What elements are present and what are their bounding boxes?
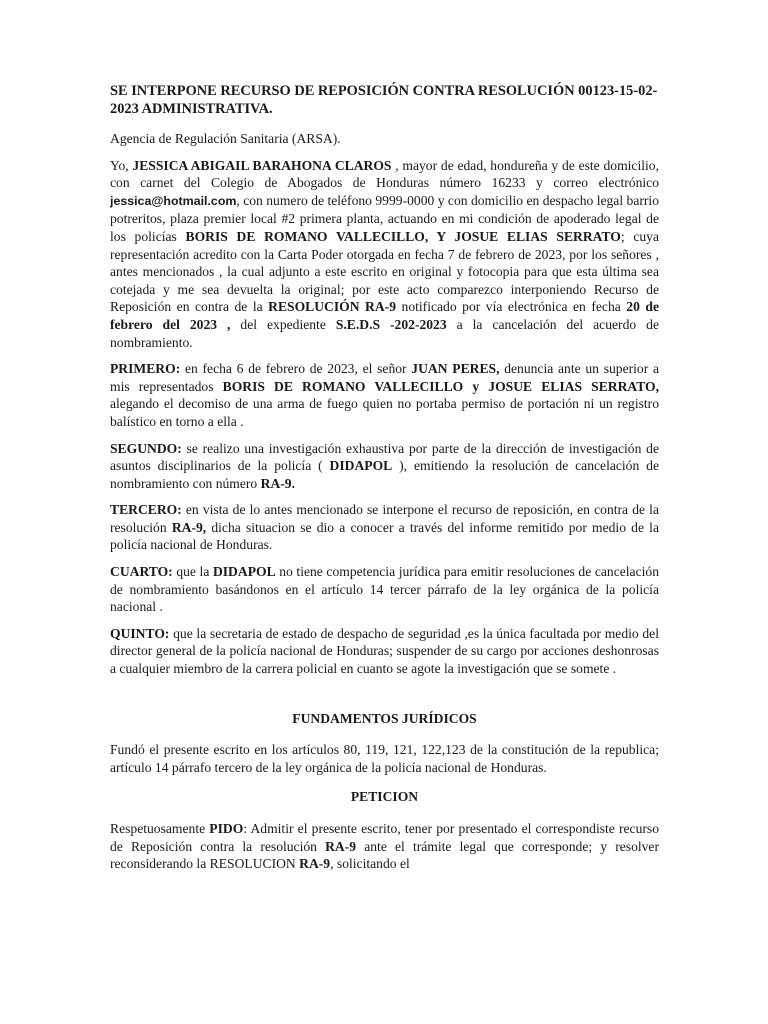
primero-paragraph: PRIMERO: en fecha 6 de febrero de 2023, el señor JUAN PERES, denuncia ante un superior a mis representados BORIS DE ROMANO VALLECILLO y JOSUE ELIAS SERRATO, alegando el decomiso de una arma de fuego quien no portaba permiso de portación ni un registro balístico en torno a ella .: [110, 361, 660, 429]
officers-names: BORIS DE ROMANO VALLECILLO, Y JOSUE ELIAS SERRATO: [185, 228, 621, 244]
document-title: SE INTERPONE RECURSO DE REPOSICIÓN CONTRA RESOLUCIÓN 00123-15-02-2023 ADMINISTRATIVA.: [110, 83, 658, 117]
peticion-paragraph: Respetuosamente PIDO: Admitir el presente escrito, tener por presentado el correspondiste recurso de Reposición contra la resolución RA-9 ante el trámite legal que corresponde; y resolver reconsiderando la RESOLUCION RA-9, solicitando el: [110, 821, 659, 872]
tercero-paragraph: TERCERO: en vista de lo antes mencionado se interpone el recurso de reposición, en contra de la resolución RA-9, dicha situacion se dio a conocer a través del informe remitido por medio de la policía nacional de Honduras.: [110, 502, 659, 553]
fundamentos-heading: FUNDAMENTOS JURÍDICOS: [292, 710, 477, 726]
cuarto-paragraph: CUARTO: que la DIDAPOL no tiene competencia jurídica para emitir resoluciones de cancelación de nombramiento basándonos en el artículo 14 tercer párrafo de la ley orgánica de la policía nacional .: [110, 564, 659, 615]
case-file-number: S.E.D.S -202-2023: [335, 316, 447, 332]
cuarto-label: CUARTO:: [110, 564, 173, 580]
didapol-ref: DIDAPOL: [329, 458, 393, 474]
segundo-paragraph: SEGUNDO: se realizo una investigación exhaustiva por parte de la dirección de investigación de asuntos disciplinarios de la policía ( DIDAPOL ), emitiendo la resolución de cancelación de nombramiento con número RA-9.: [110, 440, 660, 491]
tercero-label: TERCERO:: [110, 502, 182, 518]
didapol-ref: DIDAPOL: [212, 564, 276, 580]
resolution-ref: RESOLUCIÓN RA-9: [268, 299, 397, 315]
fundamentos-paragraph: Fundó el presente escrito en los artículos 80, 119, 121, 122,123 de la constitución de la republica; artículo 14 párrafo tercero de la ley orgánica de la policía nacional de Honduras.: [110, 742, 659, 775]
complainant-name: JUAN PERES,: [411, 361, 500, 377]
lawyer-name: JESSICA ABIGAIL BARAHONA CLAROS: [132, 157, 392, 173]
resolution-ref: RA-9: [299, 856, 331, 872]
pido-label: PIDO: [209, 821, 244, 836]
peticion-heading: PETICION: [350, 789, 419, 805]
agency-line: Agencia de Regulación Sanitaria (ARSA).: [110, 131, 341, 146]
officers-names: BORIS DE ROMANO VALLECILLO y JOSUE ELIAS SERRATO,: [222, 378, 660, 394]
document-body: [110, 82, 659, 882]
email-address: jessica@hotmail.com: [110, 193, 237, 208]
quinto-paragraph: QUINTO: que la secretaria de estado de despacho de seguridad ,es la única facultada por medio del director general de la policía nacional de Honduras; suspender de su cargo por acciones deshonrosas a cualquier miembro de la carrera policial en cuanto se agote la investigación que se somete .: [110, 625, 659, 677]
resolution-ref: RA-9,: [171, 519, 207, 535]
quinto-label: QUINTO:: [110, 625, 170, 641]
intro-paragraph: Yo, JESSICA ABIGAIL BARAHONA CLAROS , mayor de edad, hondureña y de este domicilio, con carnet del Colegio de Abogados de Honduras número 16233 y correo electrónico jessica@hotmail.com, con numero de teléfono 9999-0000 y con domicilio en despacho legal barrio potreritos, plaza premier local #2 primera planta, actuando en mi condición de apoderado legal de los policías BORIS DE ROMANO VALLECILLO, Y JOSUE ELIAS SERRATO; cuya representación acredito con la Carta Poder otorgada en fecha 7 de febrero de 2023, por los señores , antes mencionados , la cual adjunto a este escrito en original y fotocopia para que esta última sea cotejada y me sea devuelta la original; por este acto comparezco interponiendo Recurso de Reposición en contra de la RESOLUCIÓN RA-9 notificado por vía electrónica en fecha 20 de febrero del 2023 , del expediente S.E.D.S -202-2023 a la cancelación del acuerdo de nombramiento.: [110, 157, 659, 350]
notification-date: 20 de febrero del 2023 ,: [110, 299, 659, 332]
primero-label: PRIMERO:: [110, 361, 181, 377]
segundo-label: SEGUNDO:: [110, 440, 182, 456]
resolution-ref: RA-9.: [260, 475, 295, 491]
resolution-ref: RA-9: [325, 838, 357, 854]
